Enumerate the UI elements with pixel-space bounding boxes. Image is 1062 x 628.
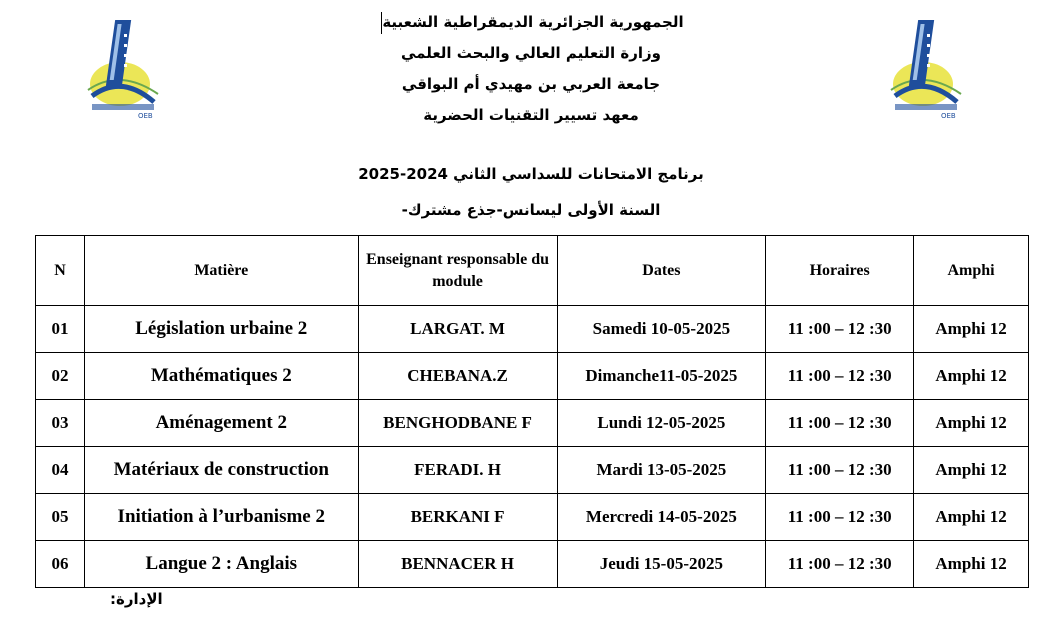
cell-amphi: Amphi 12 xyxy=(914,306,1029,353)
cell-subject: Langue 2 : Anglais xyxy=(84,541,358,588)
university-logo-left xyxy=(82,14,164,122)
cell-amphi: Amphi 12 xyxy=(914,400,1029,447)
university-logo-right xyxy=(885,14,967,122)
table-row xyxy=(36,541,1029,588)
cell-time: 11 :00 – 12 :30 xyxy=(766,447,914,494)
program-block xyxy=(250,160,812,224)
table-row xyxy=(36,353,1029,400)
cell-date: Mercredi 14-05-2025 xyxy=(557,494,766,541)
cell-time: 11 :00 – 12 :30 xyxy=(766,541,914,588)
cell-amphi: Amphi 12 xyxy=(914,447,1029,494)
header-republic-text: الجمهورية الجزائرية الديمقراطية الشعبية xyxy=(382,13,684,31)
cell-teacher: BENGHODBANE F xyxy=(358,400,557,447)
header-institute: معهد تسيير التقنيات الحضرية xyxy=(423,106,639,124)
cell-n: 04 xyxy=(36,447,85,494)
header-republic xyxy=(300,8,762,39)
cell-n: 01 xyxy=(36,306,85,353)
table-header-row xyxy=(36,236,1029,306)
header-amphi: Amphi xyxy=(914,236,1029,306)
document-header xyxy=(300,8,762,132)
cell-date: Dimanche11-05-2025 xyxy=(557,353,766,400)
cell-teacher: FERADI. H xyxy=(358,447,557,494)
cell-date: Lundi 12-05-2025 xyxy=(557,400,766,447)
cell-n: 06 xyxy=(36,541,85,588)
cell-teacher: CHEBANA.Z xyxy=(358,353,557,400)
program-title: برنامج الامتحانات للسداسي الثاني 2024-2025 xyxy=(358,165,704,183)
cell-n: 02 xyxy=(36,353,85,400)
header-ministry: وزارة التعليم العالي والبحث العلمي xyxy=(400,44,662,62)
cell-subject: Matériaux de construction xyxy=(84,447,358,494)
cell-amphi: Amphi 12 xyxy=(914,541,1029,588)
cell-teacher: BENNACER H xyxy=(358,541,557,588)
header-dates: Dates xyxy=(557,236,766,306)
header-university: جامعة العربي بن مهيدي أم البواقي xyxy=(401,75,661,93)
logo-text-right: OEB xyxy=(941,112,956,120)
cell-date: Samedi 10-05-2025 xyxy=(557,306,766,353)
cell-date: Jeudi 15-05-2025 xyxy=(557,541,766,588)
cell-subject: Législation urbaine 2 xyxy=(84,306,358,353)
cell-subject: Initiation à l’urbanisme 2 xyxy=(84,494,358,541)
cell-amphi: Amphi 12 xyxy=(914,353,1029,400)
cell-teacher: LARGAT. M xyxy=(358,306,557,353)
cell-time: 11 :00 – 12 :30 xyxy=(766,400,914,447)
table-row xyxy=(36,447,1029,494)
cell-n: 03 xyxy=(36,400,85,447)
cell-date: Mardi 13-05-2025 xyxy=(557,447,766,494)
cell-amphi: Amphi 12 xyxy=(914,494,1029,541)
logo-text-left: OEB xyxy=(138,112,153,120)
cell-time: 11 :00 – 12 :30 xyxy=(766,494,914,541)
table-row xyxy=(36,306,1029,353)
cell-teacher: BERKANI F xyxy=(358,494,557,541)
table-row xyxy=(36,400,1029,447)
program-subtitle: السنة الأولى ليسانس-جذع مشترك- xyxy=(401,201,661,219)
cell-subject: Aménagement 2 xyxy=(84,400,358,447)
administration-label: الإدارة: xyxy=(110,590,163,608)
header-n: N xyxy=(36,236,85,306)
cell-n: 05 xyxy=(36,494,85,541)
header-subject: Matière xyxy=(84,236,358,306)
table-row xyxy=(36,494,1029,541)
cell-time: 11 :00 – 12 :30 xyxy=(766,353,914,400)
exam-schedule-table xyxy=(35,235,1029,588)
cell-subject: Mathématiques 2 xyxy=(84,353,358,400)
header-times: Horaires xyxy=(766,236,914,306)
header-teacher: Enseignant responsable du module xyxy=(358,236,557,306)
cell-time: 11 :00 – 12 :30 xyxy=(766,306,914,353)
